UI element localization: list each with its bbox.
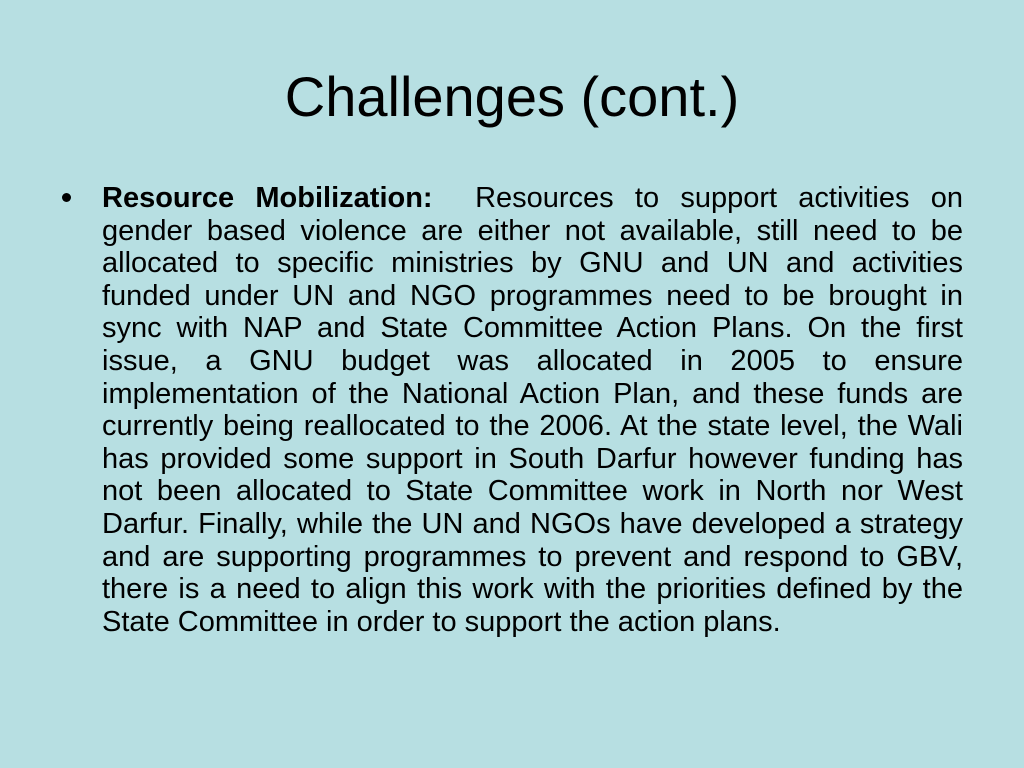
bullet-dot-icon [62,193,71,202]
slide-title: Challenges (cont.) [284,65,740,128]
bullet-heading: Resource Mobilization: [102,182,433,214]
bullet-body: Resources to support activities on gender based violence are either not available, still need to be allocated to specific ministries by GNU and UN and activities funded under UN and NGO programmes need to be brought in sync with NAP and State Committee Action Plans. On the first issue, a GNU budget was allocated in 2005 to ensure implementation of the National Action Plan, and these funds are currently being reallocated to the 2006. At the state level, the Wali has provided some support in South Darfur however funding has not been allocated to State Committee work in North nor West Darfur. Finally, while the UN and NGOs have developed a strategy and are supporting programmes to prevent and respond to GBV, there is a need to align this work with the priorities defined by the State Committee in order to support the action plans. [102,182,963,638]
bullet-list [58,182,963,638]
bullet-item [58,182,963,638]
